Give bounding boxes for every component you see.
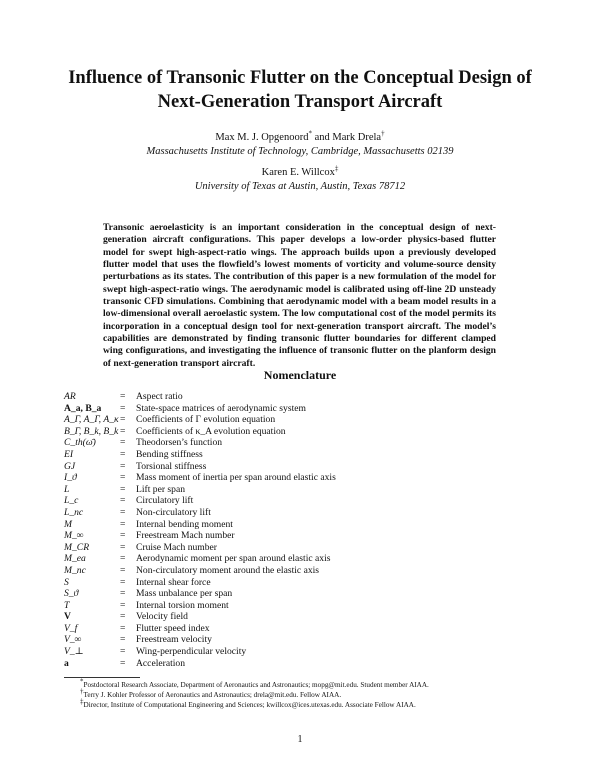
- nomenclature-definition: Acceleration: [136, 657, 186, 669]
- abstract-line: flutter model that uses the flowfield’s lowest moments of vorticity and volume-source density: [103, 259, 496, 271]
- page-number: 1: [297, 734, 303, 745]
- nomenclature-equals: =: [120, 402, 126, 414]
- nomenclature-symbol: L: [64, 483, 70, 495]
- nomenclature-symbol: L_nc: [64, 506, 84, 518]
- nomenclature-row: [64, 611, 544, 623]
- nomenclature-row: [64, 658, 544, 670]
- nomenclature-equals: =: [120, 460, 126, 472]
- nomenclature-equals: =: [120, 588, 126, 600]
- nomenclature-equals: =: [120, 541, 126, 553]
- nomenclature-row: [64, 495, 544, 507]
- nomenclature-symbol: L_c: [64, 495, 79, 507]
- nomenclature-symbol: V_⊥: [64, 646, 84, 658]
- nomenclature-symbol: EI: [64, 448, 74, 460]
- nomenclature-definition: Internal bending moment: [136, 518, 233, 530]
- nomenclature-symbol: I_ϑ: [64, 472, 77, 484]
- nomenclature-definition: Mass unbalance per span: [136, 588, 233, 600]
- abstract-line: capabilities are demonstrated by finding transonic flutter boundaries for different clamped: [103, 333, 496, 345]
- nomenclature-row: [64, 553, 544, 565]
- nomenclature-definition: State-space matrices of aerodynamic system: [136, 402, 306, 414]
- nomenclature-definition: Circulatory lift: [136, 495, 194, 507]
- author-block-1: [60, 131, 540, 159]
- abstract: [103, 222, 496, 370]
- author-mark: ‡: [334, 164, 339, 173]
- nomenclature-symbol: C_th(ω̄): [64, 437, 96, 449]
- nomenclature-symbol: M: [64, 518, 72, 530]
- nomenclature-symbol: V: [64, 611, 71, 623]
- abstract-line: generation aircraft configurations. This paper develops a low-order physics-based flutter: [103, 234, 496, 246]
- abstract-line: of next-generation transport aircraft.: [103, 357, 256, 369]
- nomenclature-row: [64, 542, 544, 554]
- nomenclature-symbol: S: [64, 576, 69, 588]
- nomenclature-row: [64, 565, 544, 577]
- nomenclature-equals: =: [120, 622, 126, 634]
- nomenclature-row: [64, 600, 544, 612]
- nomenclature-row: [64, 577, 544, 589]
- footnote-3: ‡Director, Institute of Computational Engineering and Sciences; kwillcox@ices.utexas.edu. Associate Fellow AIAA.: [80, 697, 416, 709]
- author-names-1: Max M. J. Opgenoord* and Mark Drela†: [215, 129, 385, 143]
- nomenclature-definition: Non-circulatory moment around the elastic axis: [136, 564, 320, 576]
- nomenclature-definition: Lift per span: [136, 483, 186, 495]
- nomenclature-row: [64, 391, 544, 403]
- nomenclature-definition: Internal shear force: [136, 576, 211, 588]
- nomenclature-equals: =: [120, 530, 126, 542]
- footnote-1: *Postdoctoral Research Associate, Department of Aeronautics and Astronautics; mopg@mit.edu. Student member AIAA.: [80, 677, 429, 689]
- nomenclature-symbol: M_∞: [64, 530, 84, 542]
- nomenclature-definition: Velocity field: [136, 611, 188, 623]
- abstract-line: Transonic aeroelasticity is an important consideration in the conceptual design of next-: [103, 222, 496, 233]
- nomenclature-definition: Torsional stiffness: [136, 460, 207, 472]
- abstract-line: transonic CFD simulations. Combining that aerodynamic model with a beam model results in a: [103, 296, 496, 308]
- nomenclature-equals: =: [120, 576, 126, 588]
- nomenclature-equals: =: [120, 506, 126, 518]
- paper-title: [60, 66, 540, 114]
- abstract-line: incorporation in a conceptual design tool for next-generation transport aircraft. The model’s: [103, 320, 496, 332]
- nomenclature-row: [64, 414, 544, 426]
- nomenclature-equals: =: [120, 599, 126, 611]
- abstract-line: model for swept high-aspect-ratio wings. The approach builds upon a previously developed: [103, 246, 496, 258]
- nomenclature-row: [64, 449, 544, 461]
- abstract-line: swept high-aspect-ratio wings. The aerodynamic model is calibrated using off-line 2D unsteady: [103, 283, 496, 295]
- nomenclature-symbol: M_ea: [64, 553, 86, 565]
- nomenclature-symbol: a: [64, 657, 69, 669]
- nomenclature-row: [64, 472, 544, 484]
- nomenclature-definition: Coefficients of κ_A evolution equation: [136, 425, 286, 437]
- nomenclature-symbol: M_nc: [64, 564, 86, 576]
- nomenclature-definition: Freestream velocity: [136, 634, 212, 646]
- nomenclature-symbol: T: [64, 599, 70, 611]
- nomenclature-symbol: V_f: [64, 622, 78, 634]
- nomenclature-row: [64, 403, 544, 415]
- abstract-line: perturbations as its states. The contribution of this paper is a new formulation of the model for: [103, 271, 496, 283]
- nomenclature-definition: Aspect ratio: [136, 391, 183, 402]
- author-mark: *: [308, 129, 312, 138]
- nomenclature-row: [64, 461, 544, 473]
- nomenclature-definition: Wing-perpendicular velocity: [136, 646, 247, 658]
- nomenclature-symbol: V_∞: [64, 634, 82, 646]
- nomenclature-equals: =: [120, 425, 126, 437]
- nomenclature-symbol: B_Γ, B_k, B_k: [64, 425, 119, 437]
- nomenclature-definition: Coefficients of Γ evolution equation: [136, 414, 276, 426]
- nomenclature-row: [64, 588, 544, 600]
- footnote-rule: [64, 677, 140, 678]
- nomenclature-definition: Non-circulatory lift: [136, 506, 211, 518]
- nomenclature-equals: =: [120, 657, 126, 669]
- nomenclature-list: [64, 391, 544, 669]
- nomenclature-heading: Nomenclature: [263, 368, 337, 382]
- nomenclature-equals: =: [120, 437, 126, 449]
- nomenclature-definition: Flutter speed index: [136, 622, 210, 634]
- nomenclature-row: [64, 530, 544, 542]
- nomenclature-row: [64, 484, 544, 496]
- nomenclature-equals: =: [120, 495, 126, 507]
- nomenclature-definition: Theodorsen’s function: [136, 437, 223, 449]
- author-mark: †: [381, 129, 385, 138]
- nomenclature-row: [64, 507, 544, 519]
- nomenclature-row: [64, 646, 544, 658]
- nomenclature-symbol: A_a, B_a: [64, 402, 102, 414]
- nomenclature-equals: =: [120, 553, 126, 565]
- nomenclature-row: [64, 437, 544, 449]
- author-affiliation-2: University of Texas at Austin, Austin, Texas 78712: [194, 181, 406, 192]
- nomenclature-definition: Bending stiffness: [136, 448, 203, 460]
- nomenclature-equals: =: [120, 391, 126, 402]
- nomenclature-symbol: S_ϑ: [64, 588, 79, 600]
- nomenclature-symbol: M_CR: [64, 541, 90, 553]
- nomenclature-definition: Mass moment of inertia per span around elastic axis: [136, 472, 336, 484]
- nomenclature-equals: =: [120, 518, 126, 530]
- author-names-2: Karen E. Willcox‡: [261, 164, 339, 178]
- nomenclature-definition: Cruise Mach number: [136, 541, 217, 553]
- nomenclature-row: [64, 519, 544, 531]
- nomenclature-definition: Internal torsion moment: [136, 599, 229, 611]
- nomenclature-symbol: GJ: [64, 460, 76, 472]
- title-line-2: Next-Generation Transport Aircraft: [157, 92, 443, 112]
- author-affiliation-1: Massachusetts Institute of Technology, Cambridge, Massachusetts 02139: [146, 146, 454, 157]
- nomenclature-equals: =: [120, 472, 126, 484]
- nomenclature-symbol: A_Γ, A_Γ, A_κ: [64, 414, 119, 426]
- nomenclature-equals: =: [120, 634, 126, 646]
- title-line-1: Influence of Transonic Flutter on the Conceptual Design of: [68, 68, 532, 88]
- nomenclature-equals: =: [120, 483, 126, 495]
- nomenclature-row: [64, 634, 544, 646]
- nomenclature-row: [64, 426, 544, 438]
- nomenclature-equals: =: [120, 414, 126, 426]
- nomenclature-definition: Aerodynamic moment per span around elastic axis: [136, 553, 331, 565]
- nomenclature-row: [64, 623, 544, 635]
- author-block-2: [60, 166, 540, 194]
- abstract-line: wing configurations, and investigating the influence of transonic flutter on the planform design: [103, 345, 496, 357]
- footnote-2: †Terry J. Kohler Professor of Aeronautics and Astronautics; drela@mit.edu. Fellow AIAA.: [80, 687, 342, 699]
- nomenclature-equals: =: [120, 646, 126, 658]
- nomenclature-definition: Freestream Mach number: [136, 530, 235, 542]
- abstract-line: low-dimensional overall aeroelastic system. The low computational cost of the model permits its: [103, 308, 496, 320]
- nomenclature-equals: =: [120, 564, 126, 576]
- nomenclature-equals: =: [120, 448, 126, 460]
- nomenclature-equals: =: [120, 611, 126, 623]
- nomenclature-symbol: AR: [64, 391, 76, 402]
